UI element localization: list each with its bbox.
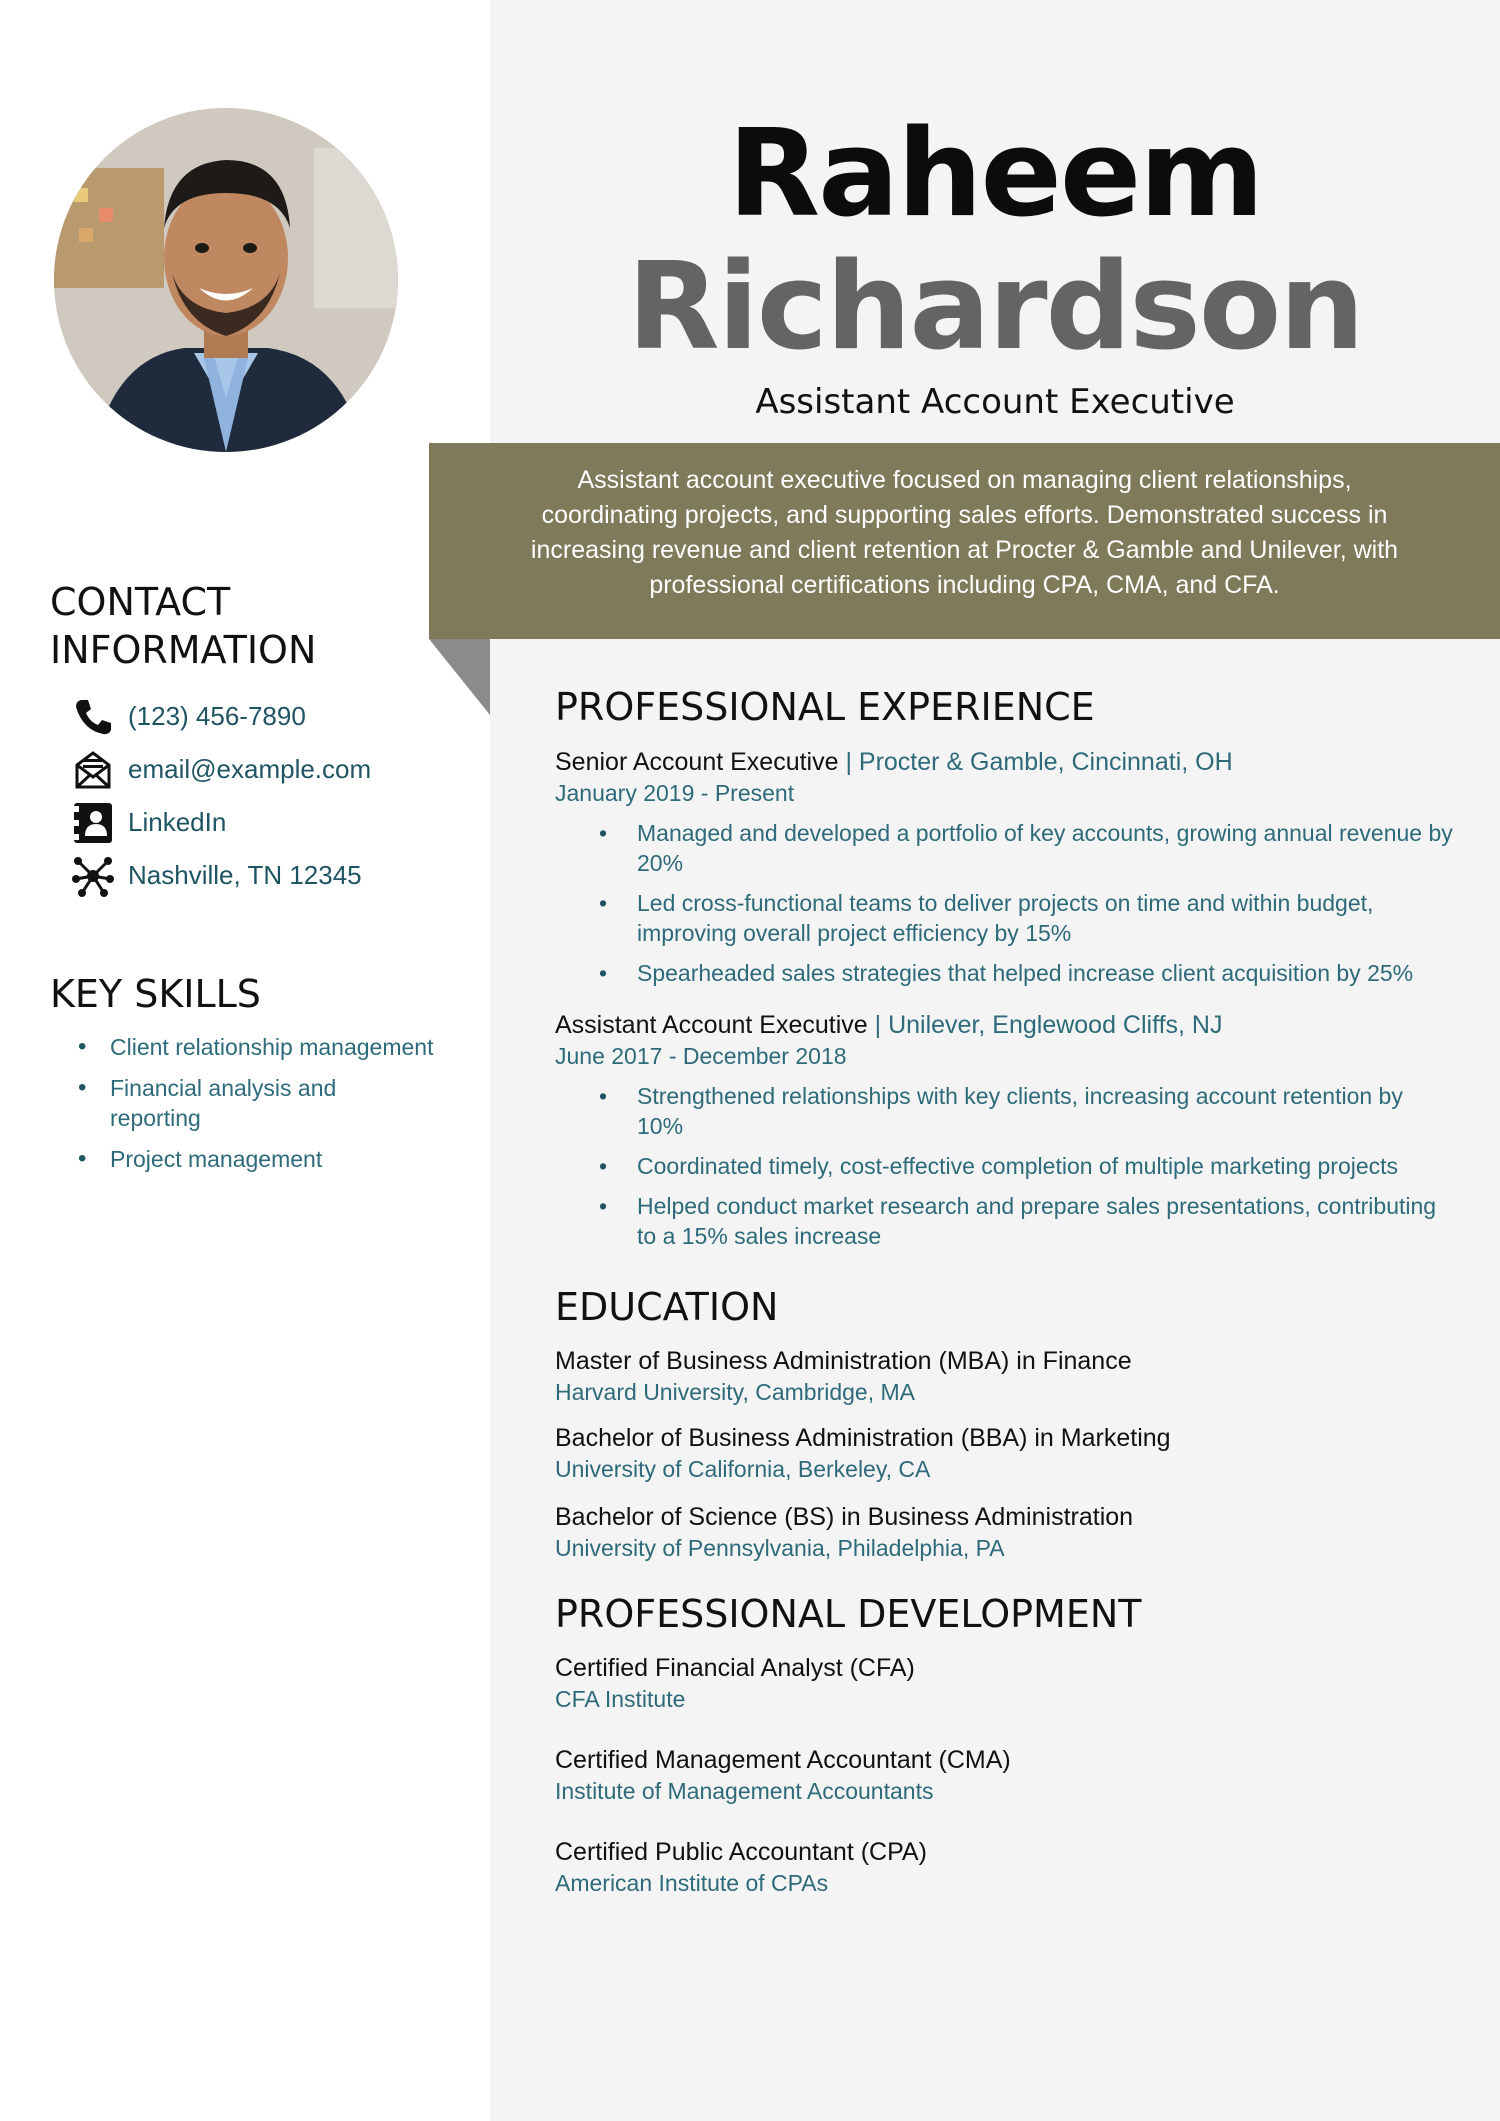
contact-card-icon xyxy=(70,800,116,846)
last-name: Richardson xyxy=(627,238,1363,377)
summary-band xyxy=(429,443,1500,639)
certification-issuer: CFA Institute xyxy=(555,1686,686,1712)
skills-heading: KEY SKILLS xyxy=(50,972,261,1016)
job-dates: January 2019 - Present xyxy=(555,780,795,806)
education-entry xyxy=(555,1501,1455,1563)
education-heading: EDUCATION xyxy=(555,1285,779,1329)
job-organization: | Unilever, Englewood Cliffs, NJ xyxy=(874,1011,1223,1039)
job-bullet: • Managed and developed a portfolio of key accounts, growing annual revenue by 20% xyxy=(555,818,1455,878)
job-bullets xyxy=(555,818,1455,988)
job-bullets xyxy=(555,1081,1455,1251)
job-bullet: • Coordinated timely, cost-effective completion of multiple marketing projects xyxy=(555,1151,1455,1181)
job-position: Assistant Account Executive xyxy=(555,1011,868,1039)
certification-name: Certified Financial Analyst (CFA) xyxy=(555,1654,915,1682)
phone-icon xyxy=(70,694,116,740)
education-entry xyxy=(555,1422,1455,1484)
skill-item: • Project management xyxy=(78,1144,458,1174)
certification-entry xyxy=(555,1836,1455,1898)
job-entry xyxy=(555,746,1455,998)
certification-entry xyxy=(555,1652,1455,1714)
certification-issuer: American Institute of CPAs xyxy=(555,1870,829,1896)
contact-heading xyxy=(50,578,316,674)
education-school: University of California, Berkeley, CA xyxy=(555,1456,931,1482)
contact-list xyxy=(70,690,480,902)
job-bullet: • Led cross-functional teams to deliver projects on time and within budget, improving overall project efficiency by 15% xyxy=(555,888,1455,948)
profile-photo xyxy=(54,108,398,452)
education-degree: Bachelor of Business Administration (BBA) in Marketing xyxy=(555,1424,1171,1452)
certification-issuer: Institute of Management Accountants xyxy=(555,1778,934,1804)
job-bullet: • Helped conduct market research and prepare sales presentations, contributing to a 15% sales increase xyxy=(555,1191,1455,1251)
job-title-line xyxy=(555,746,1455,778)
skill-item: • Financial analysis and reporting xyxy=(78,1073,458,1133)
contact-location-text: Nashville, TN 12345 xyxy=(128,860,362,890)
job-entry xyxy=(555,1009,1455,1261)
education-entry xyxy=(555,1345,1455,1407)
skills-list xyxy=(78,1032,458,1185)
job-bullet: • Strengthened relationships with key clients, increasing account retention by 10% xyxy=(555,1081,1455,1141)
contact-linkedin[interactable] xyxy=(70,796,480,849)
first-name: Raheem xyxy=(727,105,1263,244)
job-bullet: • Spearheaded sales strategies that helped increase client acquisition by 25% xyxy=(555,958,1455,988)
contact-linkedin-text[interactable]: LinkedIn xyxy=(128,807,227,837)
development-heading: PROFESSIONAL DEVELOPMENT xyxy=(555,1592,1142,1636)
job-organization: | Procter & Gamble, Cincinnati, OH xyxy=(845,748,1233,776)
contact-location xyxy=(70,849,480,902)
job-title: Assistant Account Executive xyxy=(755,382,1235,422)
certification-entry xyxy=(555,1744,1455,1806)
education-degree: Master of Business Administration (MBA) in Finance xyxy=(555,1347,1132,1375)
job-title-line xyxy=(555,1009,1455,1041)
summary-text: Assistant account executive focused on managing client relationships, coordinating projects, and supporting sales efforts. Demonstrated success in increasing revenue and client retention at Procter & Gamble and Unilever, with professional certifications including CPA, CMA, and CFA. xyxy=(530,466,1399,599)
education-degree: Bachelor of Science (BS) in Business Administration xyxy=(555,1503,1134,1531)
envelope-icon xyxy=(70,747,116,793)
experience-heading: PROFESSIONAL EXPERIENCE xyxy=(555,685,1095,729)
contact-phone xyxy=(70,690,480,743)
contact-heading-line2: INFORMATION xyxy=(50,628,317,672)
job-dates: June 2017 - December 2018 xyxy=(555,1043,847,1069)
education-school: Harvard University, Cambridge, MA xyxy=(555,1379,916,1405)
contact-heading-line1: CONTACT xyxy=(50,580,231,624)
network-icon xyxy=(70,853,116,899)
contact-email-text[interactable]: email@example.com xyxy=(128,754,372,784)
job-position: Senior Account Executive xyxy=(555,748,839,776)
contact-email[interactable] xyxy=(70,743,480,796)
education-school: University of Pennsylvania, Philadelphia, PA xyxy=(555,1535,1005,1561)
certification-name: Certified Management Accountant (CMA) xyxy=(555,1746,1011,1774)
contact-phone-text: (123) 456-7890 xyxy=(128,701,306,731)
skill-item: • Client relationship management xyxy=(78,1032,458,1062)
certification-name: Certified Public Accountant (CPA) xyxy=(555,1838,927,1866)
